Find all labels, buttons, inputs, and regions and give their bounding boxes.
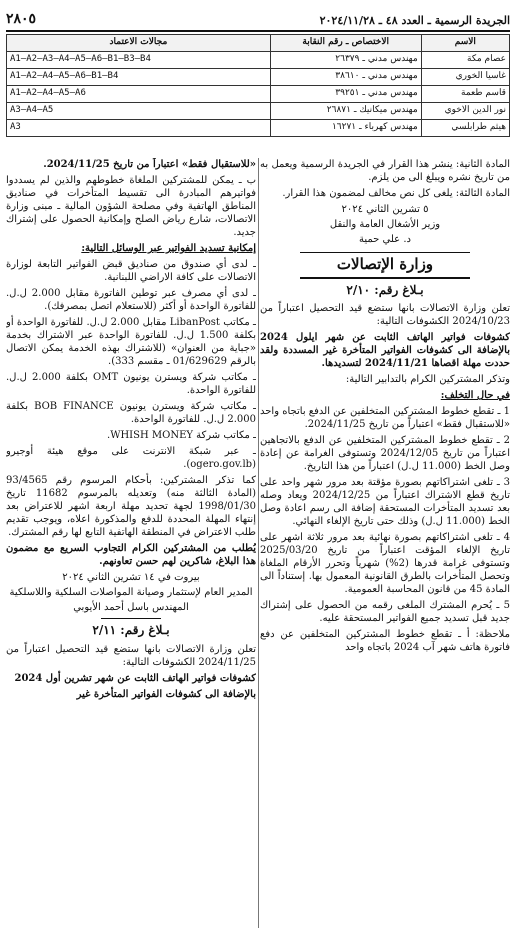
- table-row: [7, 86, 510, 103]
- measure-item: 4 ـ تلغى اشتراكاتهم بصورة نهائية بعد مرور ثلاثة اشهر على تاريخ الإلغاء المؤقت اعتباراً من تاريخ 2025/03/20 وتستوفى غرامة قدرها (2%) شهرياً وتحرر الأرقام الملغاة وتحصل المتأخرات بالطرق القانونية المعمول بها. إستناداً الى المادة 45 من قانون المحاسبة العمومية.: [260, 532, 510, 596]
- column-header-name: الاسم: [421, 35, 509, 52]
- cell-specialty: مهندس مدني ـ ٣٩٢٥١: [270, 86, 421, 103]
- cell-name: غاسيا الخوري: [421, 69, 509, 86]
- note-paragraph: ب ـ يمكن للمشتركين الملغاة خطوطهم والذين لم يسددوا فواتيرهم المبادرة الى تقسيط المتأخرات في صناديق المناطق الهاتفية وفي مصلحة الشؤون المالية ـ مبنى وزارة الاتصالات، شارع رياض الصلح وإمكانية الحصول على إشتراك جديد.: [6, 175, 256, 238]
- column-divider: [258, 158, 259, 928]
- cell-fields: A1–A2–A4–A5–A6: [7, 86, 271, 103]
- gazette-title: الجريدة الرسمية ـ العدد ٤٨ ـ ٢٠٢٤/١١/٢٨: [319, 13, 510, 27]
- signature-name: المهندس باسل أحمد الأيوبي: [73, 602, 189, 613]
- cell-name: عصام مكة: [421, 52, 509, 69]
- notice-paragraph-bold: كشوفات فواتير الهاتف الثابت عن شهر تشرين أول 2024: [14, 672, 256, 684]
- cell-fields: A1–A2–A4–A5–A6–B1–B4: [7, 69, 271, 86]
- section-heading: إمكانية تسديد الفواتير عبر الوسائل التالية:: [81, 243, 256, 254]
- signature-name: د. علي حمية: [359, 234, 411, 245]
- continuation-paragraph: «للاستقبال فقط» اعتباراً من تاريخ 2024/11/25.: [43, 159, 256, 170]
- cell-specialty: مهندس مدني ـ ٣٨٦١٠: [270, 69, 421, 86]
- payment-item: ـ لدى أي صندوق من صناديق قبض الفواتير التابعة لوزارة الاتصالات على كافة الاراضي اللبنانية.: [6, 259, 256, 283]
- cell-name: نور الدين الاخوي: [421, 103, 509, 120]
- table-row: [7, 120, 510, 137]
- cell-specialty: مهندس مدني ـ ٢٦٣٧٩: [270, 52, 421, 69]
- table-header-row: [7, 35, 510, 52]
- signature-date: بيروت في ١٤ تشرين الثاني ٢٠٢٤: [62, 572, 200, 583]
- cell-fields: A1–A2–A3–A4–A5–A6–B1–B3–B4: [7, 52, 271, 69]
- column-header-specialty: الاختصاص ـ رقم النقابة: [270, 35, 421, 52]
- signature-title: وزير الأشغال العامة والنقل: [329, 219, 441, 230]
- notice-paragraph-bold: بالإضافة الى كشوفات الفواتير المتأخرة غير: [76, 688, 256, 700]
- section-heading: في حال التخلف:: [440, 390, 510, 402]
- cell-fields: A3: [7, 120, 271, 137]
- article-two: المادة الثانية: ينشر هذا القرار في الجريدة الرسمية ويعمل به من تاريخ نشره ويبلغ الى من يلزم.: [260, 159, 510, 183]
- payment-item: ـ لدى أي مصرف عبر توطين الفاتورة مقابل 2.000 ل.ل. للفاتورة الواحدة أو أكثر (للاستعلام اتصل بمصرفك).: [6, 288, 256, 312]
- table-row: [7, 52, 510, 69]
- request-paragraph: يُطلب من المشتركين الكرام التجاوب السريع مع مضمون هذا البلاغ، شاكرين لهم حسن تعاونهم.: [6, 543, 256, 567]
- ministry-heading: وزارة الإتصالات: [300, 252, 470, 279]
- note-paragraph: ملاحظة: أ ـ تقطع خطوط المشتركين المتخلفين عن دفع فاتورة هاتف شهر آب 2024 باتجاه واحد: [260, 629, 510, 654]
- right-column: [260, 158, 510, 928]
- measure-item: 3 ـ تلغى اشتراكاتهم بصورة مؤقتة بعد مرور شهر واحد على تاريخ قطع الاشتراك اعتباراً من 2024/12/25 ويعاد وصله بعد تسديد المتأخرات المستحقة إضافة الى رسم اعادة وصل الخط (11.000 ل.ل) وذلك حتى تاريخ الإلغاء النهائي.: [260, 477, 510, 528]
- cell-name: قاسم طعمة: [421, 86, 509, 103]
- column-header-fields: مجالات الاعتماد: [7, 35, 271, 52]
- table-row: [7, 103, 510, 120]
- separator-line: [101, 618, 161, 619]
- measure-item: 2 ـ تقطع خطوط المشتركين المتخلفين عن الدفع بالاتجاهين اعتباراً من تاريخ 2024/12/05 وتستوفى الغرامة عن إعادة وصل الخط (11.000 ل.ل) اعتباراً من هذا التاريخ.: [260, 435, 510, 473]
- payment-item: ـ مكاتب شركة ويسترن يونيون OMT بكلفة 2.000 ل.ل. للفاتورة الواحدة.: [6, 372, 256, 396]
- signature-title: المدير العام لإستثمار وصيانة المواصلات السلكية واللاسلكية: [9, 587, 253, 598]
- cell-name: هيثم طرابلسي: [421, 120, 509, 137]
- payment-item: ـ مكاتب شركة ويسترن يونيون BOB FINANCE بكلفة 2.000 ل.ل. للفاتورة الواحدة.: [6, 401, 256, 425]
- notice-title: بـلاغ رقم: ٢/١٠: [346, 282, 424, 297]
- measure-item: 1 ـ تقطع خطوط المشتركين المتخلفين عن الدفع باتجاه واحد «للاستقبال فقط» اعتباراً من تاريخ 2024/11/25.: [260, 406, 510, 431]
- page-number: ٢٨٠٥: [6, 10, 37, 27]
- measure-item: 5 ـ يُحرم المشترك الملغى رقمه من الحصول على إشتراك جديد قبل تسديد جميع الفواتير المستحقة عليه.: [260, 600, 510, 625]
- notice-paragraph-bold: كشوفات فواتير الهاتف الثابت عن شهر ايلول 2024 بالإضافة الى كشوفات الفواتير المتأخرة غير المسددة ولقد حددت مهلة اقصاها 2024/11/21 لتسديدها.: [260, 332, 510, 370]
- notice-paragraph: وتذكر المشتركين الكرام بالتدابير التالية:: [345, 374, 510, 386]
- cell-specialty: مهندس كهرباء ـ ١٦٢٧١: [270, 120, 421, 137]
- left-column: [6, 158, 256, 928]
- table-row: [7, 69, 510, 86]
- notice-paragraph: تعلن وزارة الاتصالات بانها ستضع قيد التحصيل اعتباراً من 2024/11/25 الكشوفات التالية:: [6, 643, 256, 668]
- article-three: المادة الثالثة: يلغى كل نص مخالف لمضمون هذا القرار.: [282, 188, 510, 199]
- notice-title: بـلاغ رقم: ٢/١١: [92, 623, 170, 637]
- accreditation-table: [6, 34, 510, 137]
- page-header: [6, 6, 510, 32]
- payment-item: ـ مكاتب شركة WHISH MONEY.: [107, 430, 256, 441]
- notice-paragraph: تعلن وزارة الاتصالات بانها ستضع قيد التحصيل اعتباراً من 2024/10/23 الكشوفات التالية:: [260, 303, 510, 328]
- payment-item: ـ مكاتب LibanPost مقابل 2.000 ل.ل. للفاتورة الواحدة أو بكلفة 1.500 ل.ل. للفاتورة الواحدة عبر الاشتراك بخدمة «جباية من العنوان» (للاشتراك بهذه الخدمة يمكن الاتصال بالرقم 01/629629 ـ مقسم 333).: [6, 317, 256, 367]
- cell-fields: A3–A4–A5: [7, 103, 271, 120]
- signature-date: ٥ تشرين الثاني ٢٠٢٤: [341, 204, 429, 215]
- reminder-paragraph: كما تذكر المشتركين: بأحكام المرسوم رقم 93/4565 (المادة الثالثة منه) وتعديله بالمرسوم 11682 تاريخ 1998/01/30 لجهة تحديد مهلة اربعة اشهر للاعتراض بعد إنتهاء المهلة المحددة للدفع والمذكورة اعلاه، ويوجب تقديم طلب الاعتراض في المنطقة الهاتفية التابع لها رقم المشترك.: [6, 475, 256, 538]
- cell-specialty: مهندس ميكانيك ـ ٢٦٨٧١: [270, 103, 421, 120]
- payment-item: ـ عبر شبكة الانترنت على موقع هيئة أوجيرو (ogero.gov.lb).: [6, 446, 256, 470]
